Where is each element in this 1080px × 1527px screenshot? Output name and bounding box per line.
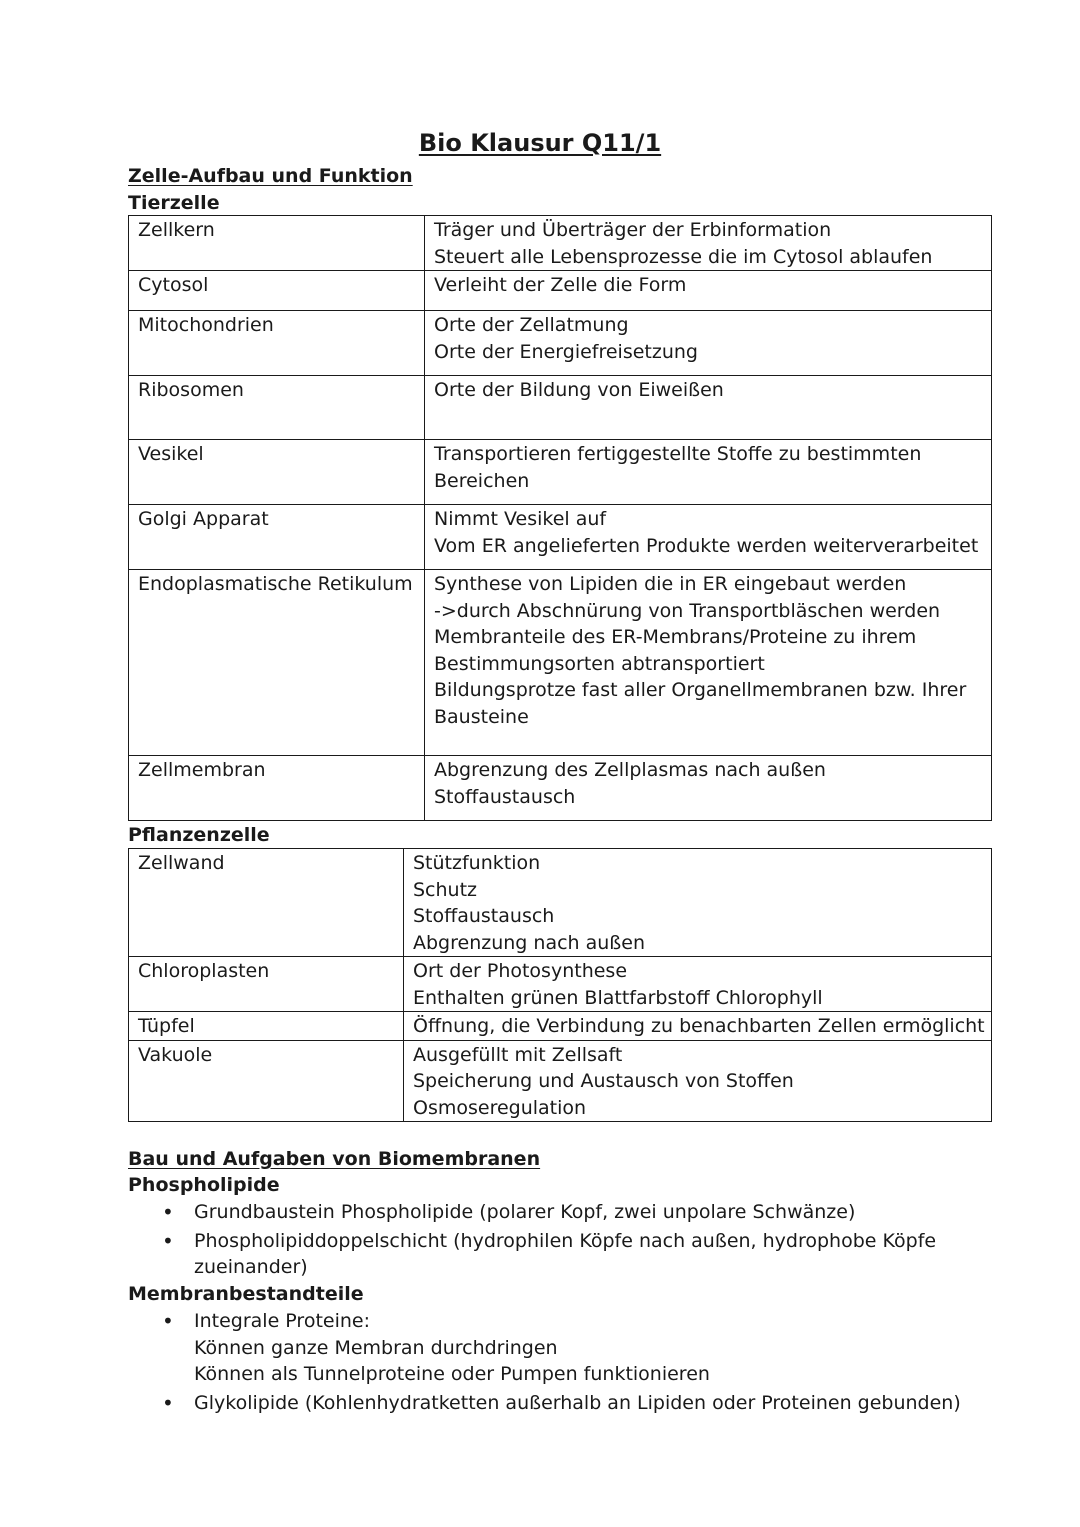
organelle-function: Träger und Überträger der Erbinformation Steuert alle Lebensprozesse die im Cytosol ablaufen xyxy=(425,216,992,271)
organelle-function: Synthese von Lipiden die in ER eingebaut werden ->durch Abschnürung von Transportbläschen werden Membranteile des ER-Membrans/Proteine zu ihrem Bestimmungsorten abtransportiert Bildungsprotze fast aller Organellmembranen bzw. Ihrer Bausteine xyxy=(425,570,992,756)
table-row xyxy=(129,1040,992,1122)
table-row xyxy=(129,570,992,756)
organelle-function: Ausgefüllt mit Zellsaft Speicherung und Austausch von Stoffen Osmoseregulation xyxy=(404,1040,992,1122)
organelle-function: Verleiht der Zelle die Form xyxy=(425,271,992,311)
subheading-tierzelle: Tierzelle xyxy=(128,192,220,214)
table-row xyxy=(129,271,992,311)
membranbestandteile-list xyxy=(128,1308,978,1416)
section-heading-zelle: Zelle-Aufbau und Funktion xyxy=(128,165,413,187)
organelle-name: Chloroplasten xyxy=(129,957,404,1012)
organelle-function: Transportieren fertiggestellte Stoffe zu bestimmten Bereichen xyxy=(425,440,992,505)
table-row xyxy=(129,440,992,505)
organelle-name: Zellmembran xyxy=(129,756,425,821)
organelle-name: Zellkern xyxy=(129,216,425,271)
table-row xyxy=(129,505,992,570)
organelle-function: Öffnung, die Verbindung zu benachbarten Zellen ermöglicht xyxy=(404,1012,992,1041)
subheading-membranbestandteile: Membranbestandteile xyxy=(128,1283,364,1305)
table-row xyxy=(129,1012,992,1041)
organelle-name: Tüpfel xyxy=(129,1012,404,1041)
organelle-name: Vesikel xyxy=(129,440,425,505)
organelle-name: Zellwand xyxy=(129,849,404,957)
list-item: • Integrale Proteine: Können ganze Membran durchdringen Können als Tunnelproteine oder Pumpen funktionieren xyxy=(128,1308,978,1388)
list-item: • Grundbaustein Phospholipide (polarer Kopf, zwei unpolare Schwänze) xyxy=(128,1199,978,1226)
organelle-name: Cytosol xyxy=(129,271,425,311)
organelle-name: Endoplasmatische Retikulum xyxy=(129,570,425,756)
organelle-function: Nimmt Vesikel auf Vom ER angelieferten Produkte werden weiterverarbeitet xyxy=(425,505,992,570)
subheading-phospholipide: Phospholipide xyxy=(128,1174,280,1196)
organelle-name: Vakuole xyxy=(129,1040,404,1122)
table-row xyxy=(129,849,992,957)
table-row xyxy=(129,216,992,271)
organelle-function: Stützfunktion Schutz Stoffaustausch Abgrenzung nach außen xyxy=(404,849,992,957)
organelle-function: Ort der Photosynthese Enthalten grünen Blattfarbstoff Chlorophyll xyxy=(404,957,992,1012)
organelle-name: Golgi Apparat xyxy=(129,505,425,570)
tierzelle-table xyxy=(128,215,992,821)
subheading-pflanzenzelle: Pflanzenzelle xyxy=(128,824,270,846)
list-item: • Phospholipiddoppelschicht (hydrophilen Köpfe nach außen, hydrophobe Köpfe zueinander) xyxy=(128,1228,978,1281)
list-item: • Glykolipide (Kohlenhydratketten außerhalb an Lipiden oder Proteinen gebunden) xyxy=(128,1390,978,1417)
organelle-function: Abgrenzung des Zellplasmas nach außen Stoffaustausch xyxy=(425,756,992,821)
table-row xyxy=(129,756,992,821)
organelle-function: Orte der Zellatmung Orte der Energiefreisetzung xyxy=(425,311,992,376)
page-title: Bio Klausur Q11/1 xyxy=(418,129,662,157)
table-row xyxy=(129,311,992,376)
organelle-name: Ribosomen xyxy=(129,376,425,440)
organelle-name: Mitochondrien xyxy=(129,311,425,376)
phospholipide-list xyxy=(128,1199,978,1281)
section-heading-biomembranen: Bau und Aufgaben von Biomembranen xyxy=(128,1148,541,1170)
table-row xyxy=(129,957,992,1012)
table-row xyxy=(129,376,992,440)
pflanzenzelle-table xyxy=(128,848,992,1122)
organelle-function: Orte der Bildung von Eiweißen xyxy=(425,376,992,440)
